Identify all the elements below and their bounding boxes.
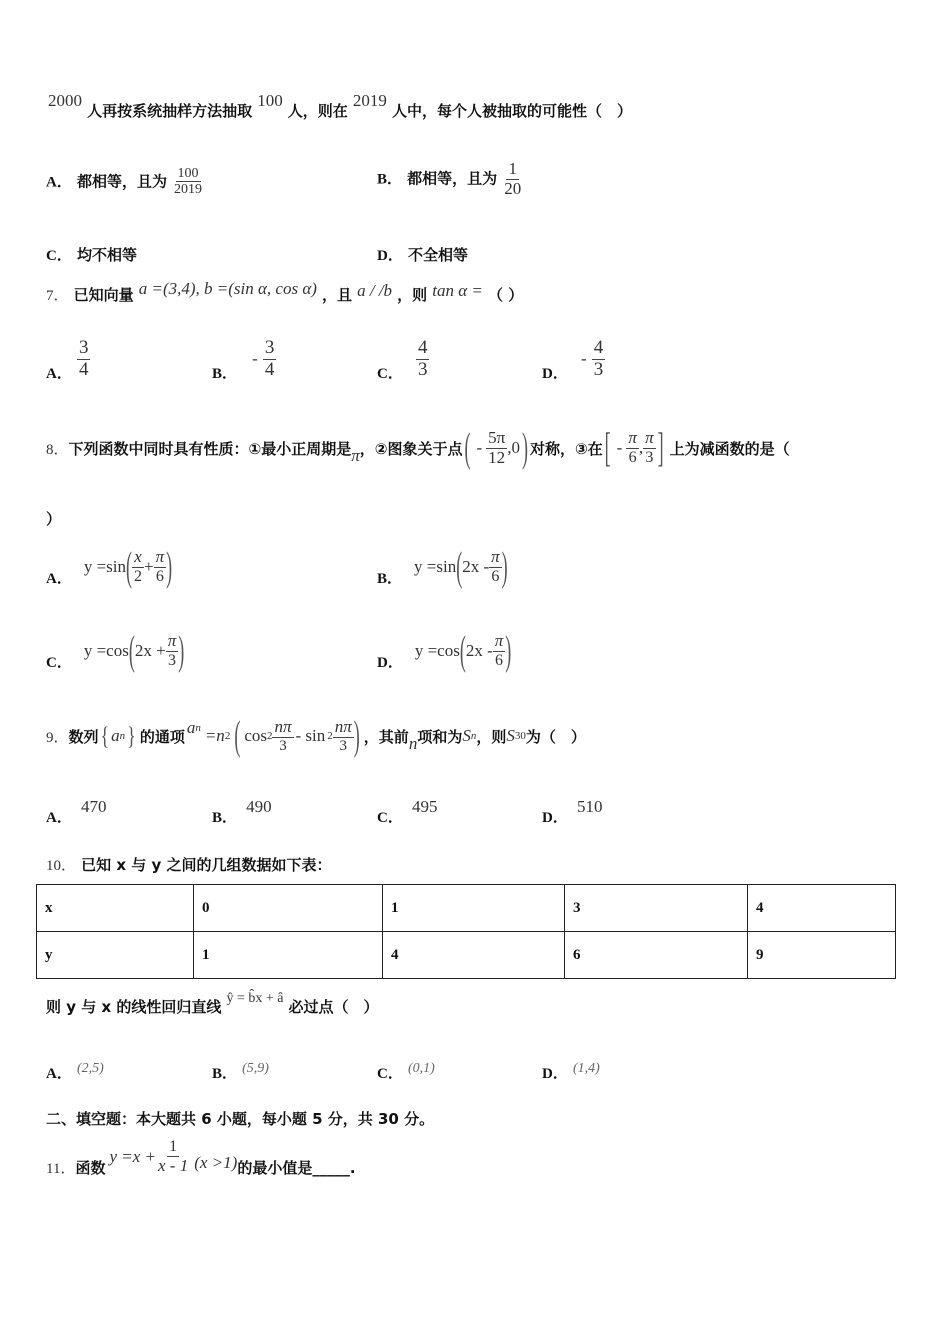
q8-stem: 8． 下列函数中同时具有性质：①最小正周期是 π ，②图象关于点 ( - $\frac{5\pi}{12}$ ,0 ) 对称，③在 [ - $\frac{\pi}{6}$ , $\frac{\pi}{3}$ ] 上为减函数的是（: [46, 423, 790, 470]
option-text: 都相等，且为: [407, 169, 498, 188]
table-cell: 4: [748, 885, 896, 932]
q6-option-a[interactable]: [46, 166, 204, 198]
table-cell: 1: [194, 932, 383, 979]
fraction: $\frac{1}{20}$: [504, 159, 522, 198]
fraction: $\frac{\pi}{6}$: [494, 631, 504, 670]
fraction: $\frac{\pi}{6}$: [628, 428, 637, 467]
q8-option-b[interactable]: B． y =sin ( 2x - $\frac{\pi}{6}$ ): [377, 542, 508, 589]
q10-stem-2: 则 y 与 x 的线性回归直线 ŷ = b̂x + â 必过点（ ）: [46, 991, 379, 1016]
fraction: $\frac{3}{4}$: [78, 337, 89, 380]
table-cell: 4: [383, 932, 565, 979]
q7-option-b[interactable]: B． - $\frac{3}{4}$: [212, 337, 275, 382]
fraction: $\frac{\pi}{6}$: [491, 547, 500, 586]
question-number: 10．: [46, 858, 77, 874]
section-heading: 二、填空题：本大题共 6 小题，每小题 5 分，共 30 分。: [46, 1110, 435, 1128]
q6-n1: 2000: [48, 91, 82, 110]
regression-formula: ŷ = b̂x + â: [226, 991, 284, 1006]
table-cell: y: [37, 932, 194, 979]
q11-stem: 11． 函数 y =x + $\frac{1}{x - 1}$ (x >1) 的最小值是_____.: [46, 1138, 356, 1177]
q6-option-d[interactable]: [377, 244, 468, 265]
table-cell: 0: [194, 885, 383, 932]
fraction: $\frac{100}{2019}$: [174, 166, 203, 198]
fraction: $\frac{4}{3}$: [593, 337, 604, 380]
q6-stem: [48, 91, 633, 136]
table-cell: 6: [565, 932, 748, 979]
fraction: $\frac{3}{4}$: [264, 337, 275, 380]
q8-option-c[interactable]: C． y =cos ( 2x + $\frac{\pi}{3}$ ): [46, 626, 185, 673]
option-label: D．: [377, 248, 403, 264]
q6-option-b[interactable]: [377, 160, 523, 198]
fraction: $\frac{n\pi}{3}$: [274, 716, 292, 754]
q7-stem: 7． 已知向量 a =(3,4), b =(sin α, cos α) ，且 a / /b ，则 tan α = （ ）: [46, 279, 524, 304]
fraction: $\frac{n\pi}{3}$: [334, 716, 352, 754]
fraction: $\frac{\pi}{3}$: [645, 428, 654, 467]
option-label: C．: [46, 248, 72, 264]
table-cell: 9: [748, 932, 896, 979]
q9-option-b[interactable]: B． 490: [212, 797, 272, 826]
vector-def: a =(3,4), b =(sin α, cos α): [138, 279, 317, 298]
q6-t2: 人，则在: [287, 102, 348, 120]
table-cell: x: [37, 885, 194, 932]
q6-option-c[interactable]: [46, 244, 137, 265]
q8-option-a[interactable]: A． y =sin ( $\frac{x}{2}$ + $\frac{\pi}{6}$ ): [46, 542, 173, 589]
table-row: [37, 885, 896, 932]
fraction: $\frac{1}{x - 1}$: [158, 1138, 189, 1175]
fraction: $\frac{\pi}{6}$: [155, 547, 165, 586]
q6-n2: 100: [257, 91, 283, 110]
q8-stem-end: ）: [46, 510, 62, 528]
tan-expr: tan α =: [432, 281, 483, 300]
q7-option-c[interactable]: C． $\frac{4}{3}$: [377, 337, 428, 382]
option-label: B．: [377, 171, 403, 188]
q9-option-c[interactable]: C． 495: [377, 797, 438, 826]
q7-option-d[interactable]: D． - $\frac{4}{3}$: [542, 337, 604, 382]
q8-option-d[interactable]: D． y =cos ( 2x - $\frac{\pi}{6}$ ): [377, 626, 512, 673]
question-number: 11．: [46, 1160, 76, 1177]
option-text: 不全相等: [407, 246, 468, 264]
parallel: a / /b: [357, 281, 393, 300]
fraction: $\frac{5\pi}{12}$: [488, 427, 506, 467]
data-table: [36, 884, 896, 979]
q10-option-c[interactable]: C． (0,1): [377, 1061, 435, 1082]
q6-t1: 人再按系统抽样方法抽取: [87, 102, 253, 120]
q10-stem: 10． 已知 x 与 y 之间的几组数据如下表：: [46, 856, 332, 874]
question-number: 9．: [46, 729, 69, 746]
fraction: $\frac{\pi}{3}$: [167, 631, 177, 670]
table-cell: 3: [565, 885, 748, 932]
q9-option-a[interactable]: A． 470: [46, 797, 107, 826]
q10-option-a[interactable]: A． (2,5): [46, 1061, 104, 1082]
option-text: 均不相等: [76, 246, 137, 264]
option-label: A．: [46, 174, 72, 191]
q9-stem: 9． 数列 { a n } 的通项 a $_n$ =n 2 ( cos 2 $\frac{n\pi}{3}$ - sin 2 $\frac{n\pi}{3}$ ) ，其前 n 项和为 S n ，则 S 30 为（ ）: [46, 711, 586, 758]
question-number: 8．: [46, 441, 69, 458]
q10-option-d[interactable]: D． (1,4): [542, 1061, 600, 1082]
fraction: $\frac{4}{3}$: [417, 337, 428, 380]
q10-option-b[interactable]: B． (5,9): [212, 1061, 269, 1082]
table-row: [37, 932, 896, 979]
question-number: 7．: [46, 288, 69, 304]
q7-option-a[interactable]: A． $\frac{3}{4}$: [46, 337, 89, 382]
q9-option-d[interactable]: D． 510: [542, 797, 603, 826]
option-text: 都相等，且为: [76, 172, 167, 191]
q6-t3: 人中，每个人被抽取的可能性（ ）: [392, 102, 633, 120]
q6-n3: 2019: [352, 91, 387, 110]
fraction: $\frac{x}{2}$: [134, 547, 143, 586]
table-cell: 1: [383, 885, 565, 932]
